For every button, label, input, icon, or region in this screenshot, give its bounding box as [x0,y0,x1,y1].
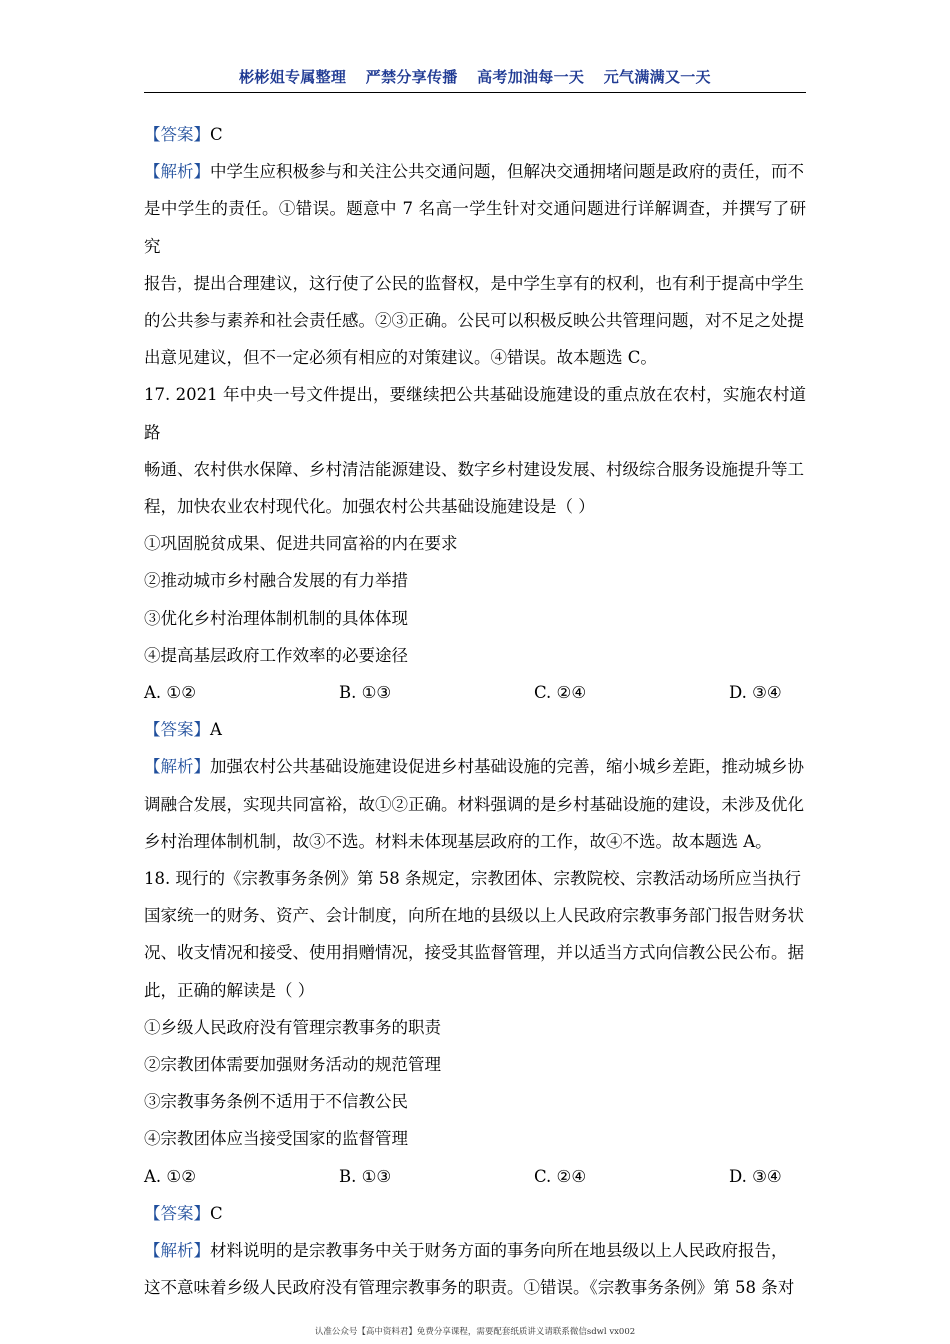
option-a: A. ①② [144,683,196,703]
header-item-3: 高考加油每一天 [477,68,585,86]
question-item: ③宗教事务条例不适用于不信教公民 [144,1092,408,1112]
header-item-2: 严禁分享传播 [365,68,458,86]
question-stem: 此，正确的解读是（ ） [144,980,315,1000]
question-stem: 畅通、农村供水保障、乡村清洁能源建设、数字乡村建设发展、村级综合服务设施提升等工 [144,459,804,479]
question-stem: 18. 现行的《宗教事务条例》第 58 条规定，宗教团体、宗教院校、宗教活动场所应当执行 [144,869,801,889]
analysis-line: 报告，提出合理建议，这行使了公民的监督权，是中学生享有的权利，也有利于提高中学生 [144,273,804,293]
analysis-label: 【解析】 [144,1241,210,1261]
answer-label: 【答案】 [144,720,210,740]
option-c: C. ②④ [534,1166,587,1186]
options-row [144,1158,806,1195]
answer-value: A [210,720,222,740]
page-content [144,116,806,1307]
question-item: ①乡级人民政府没有管理宗教事务的职责 [144,1017,441,1037]
answer-line [144,1195,806,1232]
question-stem: 17. 2021 年中央一号文件提出，要继续把公共基础设施建设的重点放在农村，实施农村道路 [144,385,806,442]
header-item-1: 彬彬姐专属整理 [239,68,347,86]
question-stem: 程，加快农业农村现代化。加强农村公共基础设施建设是（ ） [144,497,595,517]
option-c: C. ②④ [534,683,587,703]
analysis-label: 【解析】 [144,162,210,182]
answer-value: C [210,125,223,144]
question-stem: 况、收支情况和接受、使用捐赠情况，接受其监督管理，并以适当方式向信教公民公布。据 [144,943,804,963]
option-d: D. ③④ [729,1166,782,1186]
header-rule [144,92,806,93]
analysis-line: 是中学生的责任。①错误。题意中 7 名高一学生针对交通问题进行详解调查，并撰写了研究 [144,199,806,256]
analysis-line [144,1232,806,1269]
question-item: ②宗教团体需要加强财务活动的规范管理 [144,1055,441,1075]
answer-line [144,116,806,153]
analysis-line [144,748,806,785]
question-item: ③优化乡村治理体制机制的具体体现 [144,608,408,628]
analysis-line: 出意见建议，但不一定必须有相应的对策建议。④错误。故本题选 C。 [144,348,657,368]
analysis-text: 材料说明的是宗教事务中关于财务方面的事务向所在地县级以上人民政府报告， [210,1241,788,1261]
options-row [144,674,806,711]
option-b: B. ①③ [339,683,392,703]
option-a: A. ①② [144,1166,196,1186]
option-d: D. ③④ [729,683,782,703]
option-b: B. ①③ [339,1166,392,1186]
analysis-line: 这不意味着乡级人民政府没有管理宗教事务的职责。①错误。《宗教事务条例》第 58 条对 [144,1278,795,1298]
analysis-text: 加强农村公共基础设施建设促进乡村基础设施的完善，缩小城乡差距，推动城乡协 [210,757,804,777]
answer-label: 【答案】 [144,125,210,144]
analysis-line: 的公共参与素养和社会责任感。②③正确。公民可以积极反映公共管理问题，对不足之处提 [144,311,804,331]
question-item: ①巩固脱贫成果、促进共同富裕的内在要求 [144,534,458,554]
question-stem: 国家统一的财务、资产、会计制度，向所在地的县级以上人民政府宗教事务部门报告财务状 [144,906,804,926]
answer-value: C [210,1203,223,1223]
analysis-text: 中学生应积极参与和关注公共交通问题，但解决交通拥堵问题是政府的责任，而不 [210,162,804,182]
question-item: ④宗教团体应当接受国家的监督管理 [144,1129,408,1149]
answer-line [144,711,806,748]
question-item: ②推动城市乡村融合发展的有力举措 [144,571,408,591]
analysis-label: 【解析】 [144,757,210,777]
analysis-line: 乡村治理体制机制，故③不选。材料未体现基层政府的工作，故④不选。故本题选 A。 [144,831,772,851]
analysis-line: 调融合发展，实现共同富裕，故①②正确。材料强调的是乡村基础设施的建设，未涉及优化 [144,794,804,814]
page-footer: 认准公众号【高中资料君】免费分享课程，需要配套纸质讲义请联系微信sdwl vx002 [314,1327,636,1337]
analysis-line [144,153,806,190]
answer-label: 【答案】 [144,1203,210,1223]
page-header [144,66,806,87]
header-item-4: 元气满满又一天 [603,68,711,86]
question-item: ④提高基层政府工作效率的必要途径 [144,645,408,665]
